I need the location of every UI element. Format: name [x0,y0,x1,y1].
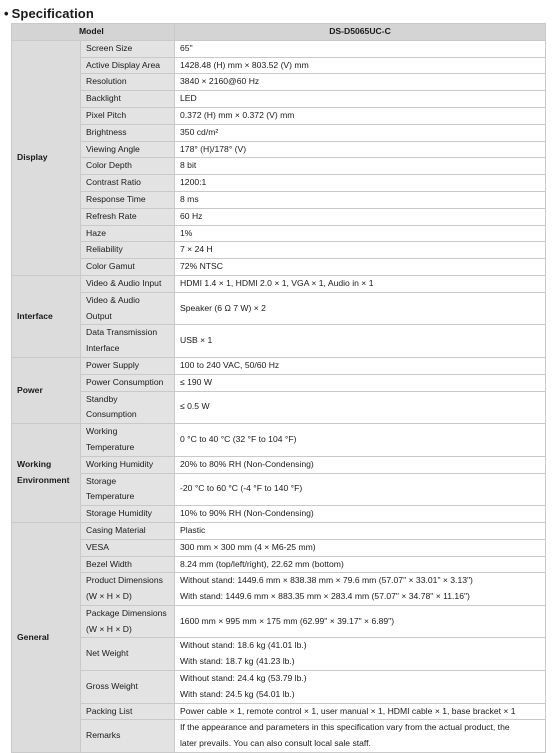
page-title [4,6,94,21]
table-row [12,141,546,158]
value-cell [175,573,546,606]
value-cell [175,391,546,424]
value-cell [175,40,546,57]
value-line: 7 × 24 H [180,244,213,255]
value-cell [175,424,546,457]
attribute-line: Response Time [86,193,146,204]
title-text: Specification [11,6,94,21]
attribute-line: Packing List [86,705,133,716]
value-line: 60 Hz [180,210,203,221]
value-cell [175,374,546,391]
value-line: 178° (H)/178° (V) [180,143,247,154]
table-row [12,391,546,424]
attribute-line: Refresh Rate [86,210,137,221]
value-line: With stand: 1449.6 mm × 883.35 mm × 283.4 mm (57.07" × 34.78" × 11.16") [180,591,470,602]
table-row [12,259,546,276]
attribute-cell [81,539,175,556]
value-cell [175,208,546,225]
value-cell [175,506,546,523]
value-line: later prevails. You can also consult local sale staff. [180,738,371,749]
attribute-cell [81,107,175,124]
attribute-line: Remarks [86,730,121,741]
attribute-line: Interface [86,343,120,354]
table-row [12,191,546,208]
table-row [12,374,546,391]
attribute-line: Power Supply [86,359,140,370]
attribute-line: (W × H × D) [86,623,132,634]
value-cell [175,107,546,124]
attribute-line: Storage Humidity [86,508,152,519]
value-cell [175,275,546,292]
value-cell [175,225,546,242]
value-line: 8.24 mm (top/left/right), 22.62 mm (bottom) [180,558,344,569]
table-row [12,703,546,720]
attribute-cell [81,703,175,720]
attribute-cell [81,522,175,539]
category-line: Power [17,384,43,395]
attribute-cell [81,242,175,259]
value-line: Without stand: 1449.6 mm × 838.38 mm × 79.6 mm (57.07" × 33.01" × 3.13") [180,575,473,586]
value-line: 3840 × 2160@60 Hz [180,76,260,87]
value-line: ≤ 190 W [180,376,212,387]
value-cell [175,703,546,720]
value-cell [175,638,546,671]
value-line: With stand: 18.7 kg (41.23 lb.) [180,656,295,667]
attribute-line: Net Weight [86,648,129,659]
table-row [12,74,546,91]
attribute-cell [81,638,175,671]
table-row [12,638,546,671]
attribute-cell [81,605,175,638]
attribute-line: Brightness [86,126,127,137]
table-row [12,107,546,124]
attribute-line: Product Dimensions [86,575,163,586]
value-line: 1200:1 [180,177,207,188]
value-line: Plastic [180,524,206,535]
attribute-line: Casing Material [86,524,146,535]
attribute-line: Screen Size [86,42,133,53]
category-cell [12,40,81,275]
value-cell [175,74,546,91]
attribute-cell [81,141,175,158]
table-row [12,605,546,638]
table-row [12,124,546,141]
table-row [12,208,546,225]
value-line: 100 to 240 VAC, 50/60 Hz [180,359,280,370]
value-cell [175,141,546,158]
table-header-row [12,24,546,41]
attribute-line: Temperature [86,491,135,502]
attribute-line: Pixel Pitch [86,109,127,120]
value-line: 20% to 80% RH (Non-Condensing) [180,458,314,469]
attribute-line: Video & Audio Input [86,277,162,288]
category-line: Interface [17,310,53,321]
attribute-line: Gross Weight [86,680,138,691]
table-row [12,456,546,473]
value-cell [175,473,546,506]
attribute-cell [81,374,175,391]
value-line: Without stand: 18.6 kg (41.01 lb.) [180,640,307,651]
value-line: If the appearance and parameters in this specification vary from the actual product, the [180,722,510,733]
spec-table-body [12,24,546,753]
value-line: 8 ms [180,193,199,204]
table-row [12,539,546,556]
value-line: 65" [180,42,193,53]
attribute-line: Power Consumption [86,376,164,387]
category-cell [12,357,81,423]
attribute-line: VESA [86,541,109,552]
attribute-cell [81,473,175,506]
table-row [12,242,546,259]
value-cell [175,259,546,276]
attribute-cell [81,357,175,374]
value-cell [175,456,546,473]
table-row [12,57,546,74]
attribute-line: Viewing Angle [86,143,140,154]
value-line: 350 cd/m² [180,126,219,137]
attribute-cell [81,391,175,424]
value-line: LED [180,93,197,104]
attribute-cell [81,40,175,57]
table-row [12,556,546,573]
value-line: 1600 mm × 995 mm × 175 mm (62.99" × 39.17" × 6.89") [180,615,395,626]
table-row [12,506,546,523]
table-row [12,40,546,57]
value-line: 0.372 (H) mm × 0.372 (V) mm [180,109,295,120]
value-cell [175,357,546,374]
attribute-line: Haze [86,227,107,238]
attribute-cell [81,158,175,175]
value-line: HDMI 1.4 × 1, HDMI 2.0 × 1, VGA × 1, Audio in × 1 [180,277,374,288]
attribute-cell [81,57,175,74]
value-line: 1% [180,227,193,238]
attribute-cell [81,259,175,276]
value-cell [175,720,546,753]
attribute-line: Bezel Width [86,558,132,569]
value-line: 72% NTSC [180,261,223,272]
value-line: Power cable × 1, remote control × 1, user manual × 1, HDMI cable × 1, base bracket × 1 [180,705,516,716]
value-cell [175,325,546,358]
table-row [12,91,546,108]
table-row [12,275,546,292]
attribute-cell [81,292,175,325]
value-cell [175,671,546,704]
value-line: 0 °C to 40 °C (32 °F to 104 °F) [180,434,297,445]
category-cell [12,522,81,752]
attribute-cell [81,325,175,358]
attribute-cell [81,175,175,192]
table-row [12,158,546,175]
value-line: 1428.48 (H) mm × 803.52 (V) mm [180,59,309,70]
value-cell [175,522,546,539]
value-cell [175,539,546,556]
attribute-line: Color Depth [86,160,132,171]
value-line: 8 bit [180,160,197,171]
value-cell [175,242,546,259]
model-name: DS-D5065UC-C [175,24,546,41]
attribute-cell [81,191,175,208]
attribute-line: Backlight [86,93,121,104]
attribute-cell [81,506,175,523]
attribute-line: (W × H × D) [86,591,132,602]
value-line: 10% to 90% RH (Non-Condensing) [180,508,314,519]
value-line: Speaker (6 Ω 7 W) × 2 [180,302,266,313]
model-label: Model [12,24,175,41]
attribute-line: Standby [86,393,118,404]
attribute-cell [81,573,175,606]
table-row [12,292,546,325]
attribute-line: Active Display Area [86,59,161,70]
category-cell [12,275,81,357]
table-row [12,357,546,374]
value-cell [175,191,546,208]
attribute-cell [81,208,175,225]
table-row [12,225,546,242]
attribute-cell [81,556,175,573]
value-line: 300 mm × 300 mm (4 × M6-25 mm) [180,541,316,552]
value-line: ≤ 0.5 W [180,401,210,412]
attribute-line: Storage [86,475,117,486]
attribute-line: Temperature [86,441,135,452]
bullet-icon: • [4,6,9,21]
category-cell [12,424,81,523]
attribute-cell [81,91,175,108]
category-line: Environment [17,475,70,486]
value-cell [175,605,546,638]
attribute-line: Reliability [86,244,123,255]
spec-table [11,23,546,753]
attribute-cell [81,720,175,753]
value-line: USB × 1 [180,335,213,346]
attribute-line: Contrast Ratio [86,177,141,188]
attribute-line: Working [86,426,118,437]
category-line: General [17,631,50,642]
table-row [12,573,546,606]
attribute-line: Package Dimensions [86,607,167,618]
value-cell [175,556,546,573]
attribute-line: Resolution [86,76,127,87]
value-cell [175,158,546,175]
attribute-cell [81,424,175,457]
attribute-cell [81,124,175,141]
category-line: Display [17,151,48,162]
attribute-line: Output [86,310,112,321]
attribute-cell [81,456,175,473]
table-row [12,671,546,704]
attribute-cell [81,74,175,91]
table-row [12,522,546,539]
table-row [12,473,546,506]
attribute-line: Working Humidity [86,458,154,469]
value-cell [175,175,546,192]
table-row [12,424,546,457]
table-row [12,325,546,358]
table-row [12,175,546,192]
attribute-line: Video & Audio [86,294,140,305]
attribute-line: Color Gamut [86,261,135,272]
category-line: Working [17,459,52,470]
attribute-line: Consumption [86,409,137,420]
value-cell [175,292,546,325]
value-line: -20 °C to 60 °C (-4 °F to 140 °F) [180,483,303,494]
value-line: Without stand: 24.4 kg (53.79 lb.) [180,673,307,684]
value-cell [175,124,546,141]
value-cell [175,91,546,108]
value-line: With stand: 24.5 kg (54.01 lb.) [180,688,295,699]
attribute-cell [81,225,175,242]
attribute-line: Data Transmission [86,327,158,338]
attribute-cell [81,671,175,704]
table-row [12,720,546,753]
attribute-cell [81,275,175,292]
value-cell [175,57,546,74]
